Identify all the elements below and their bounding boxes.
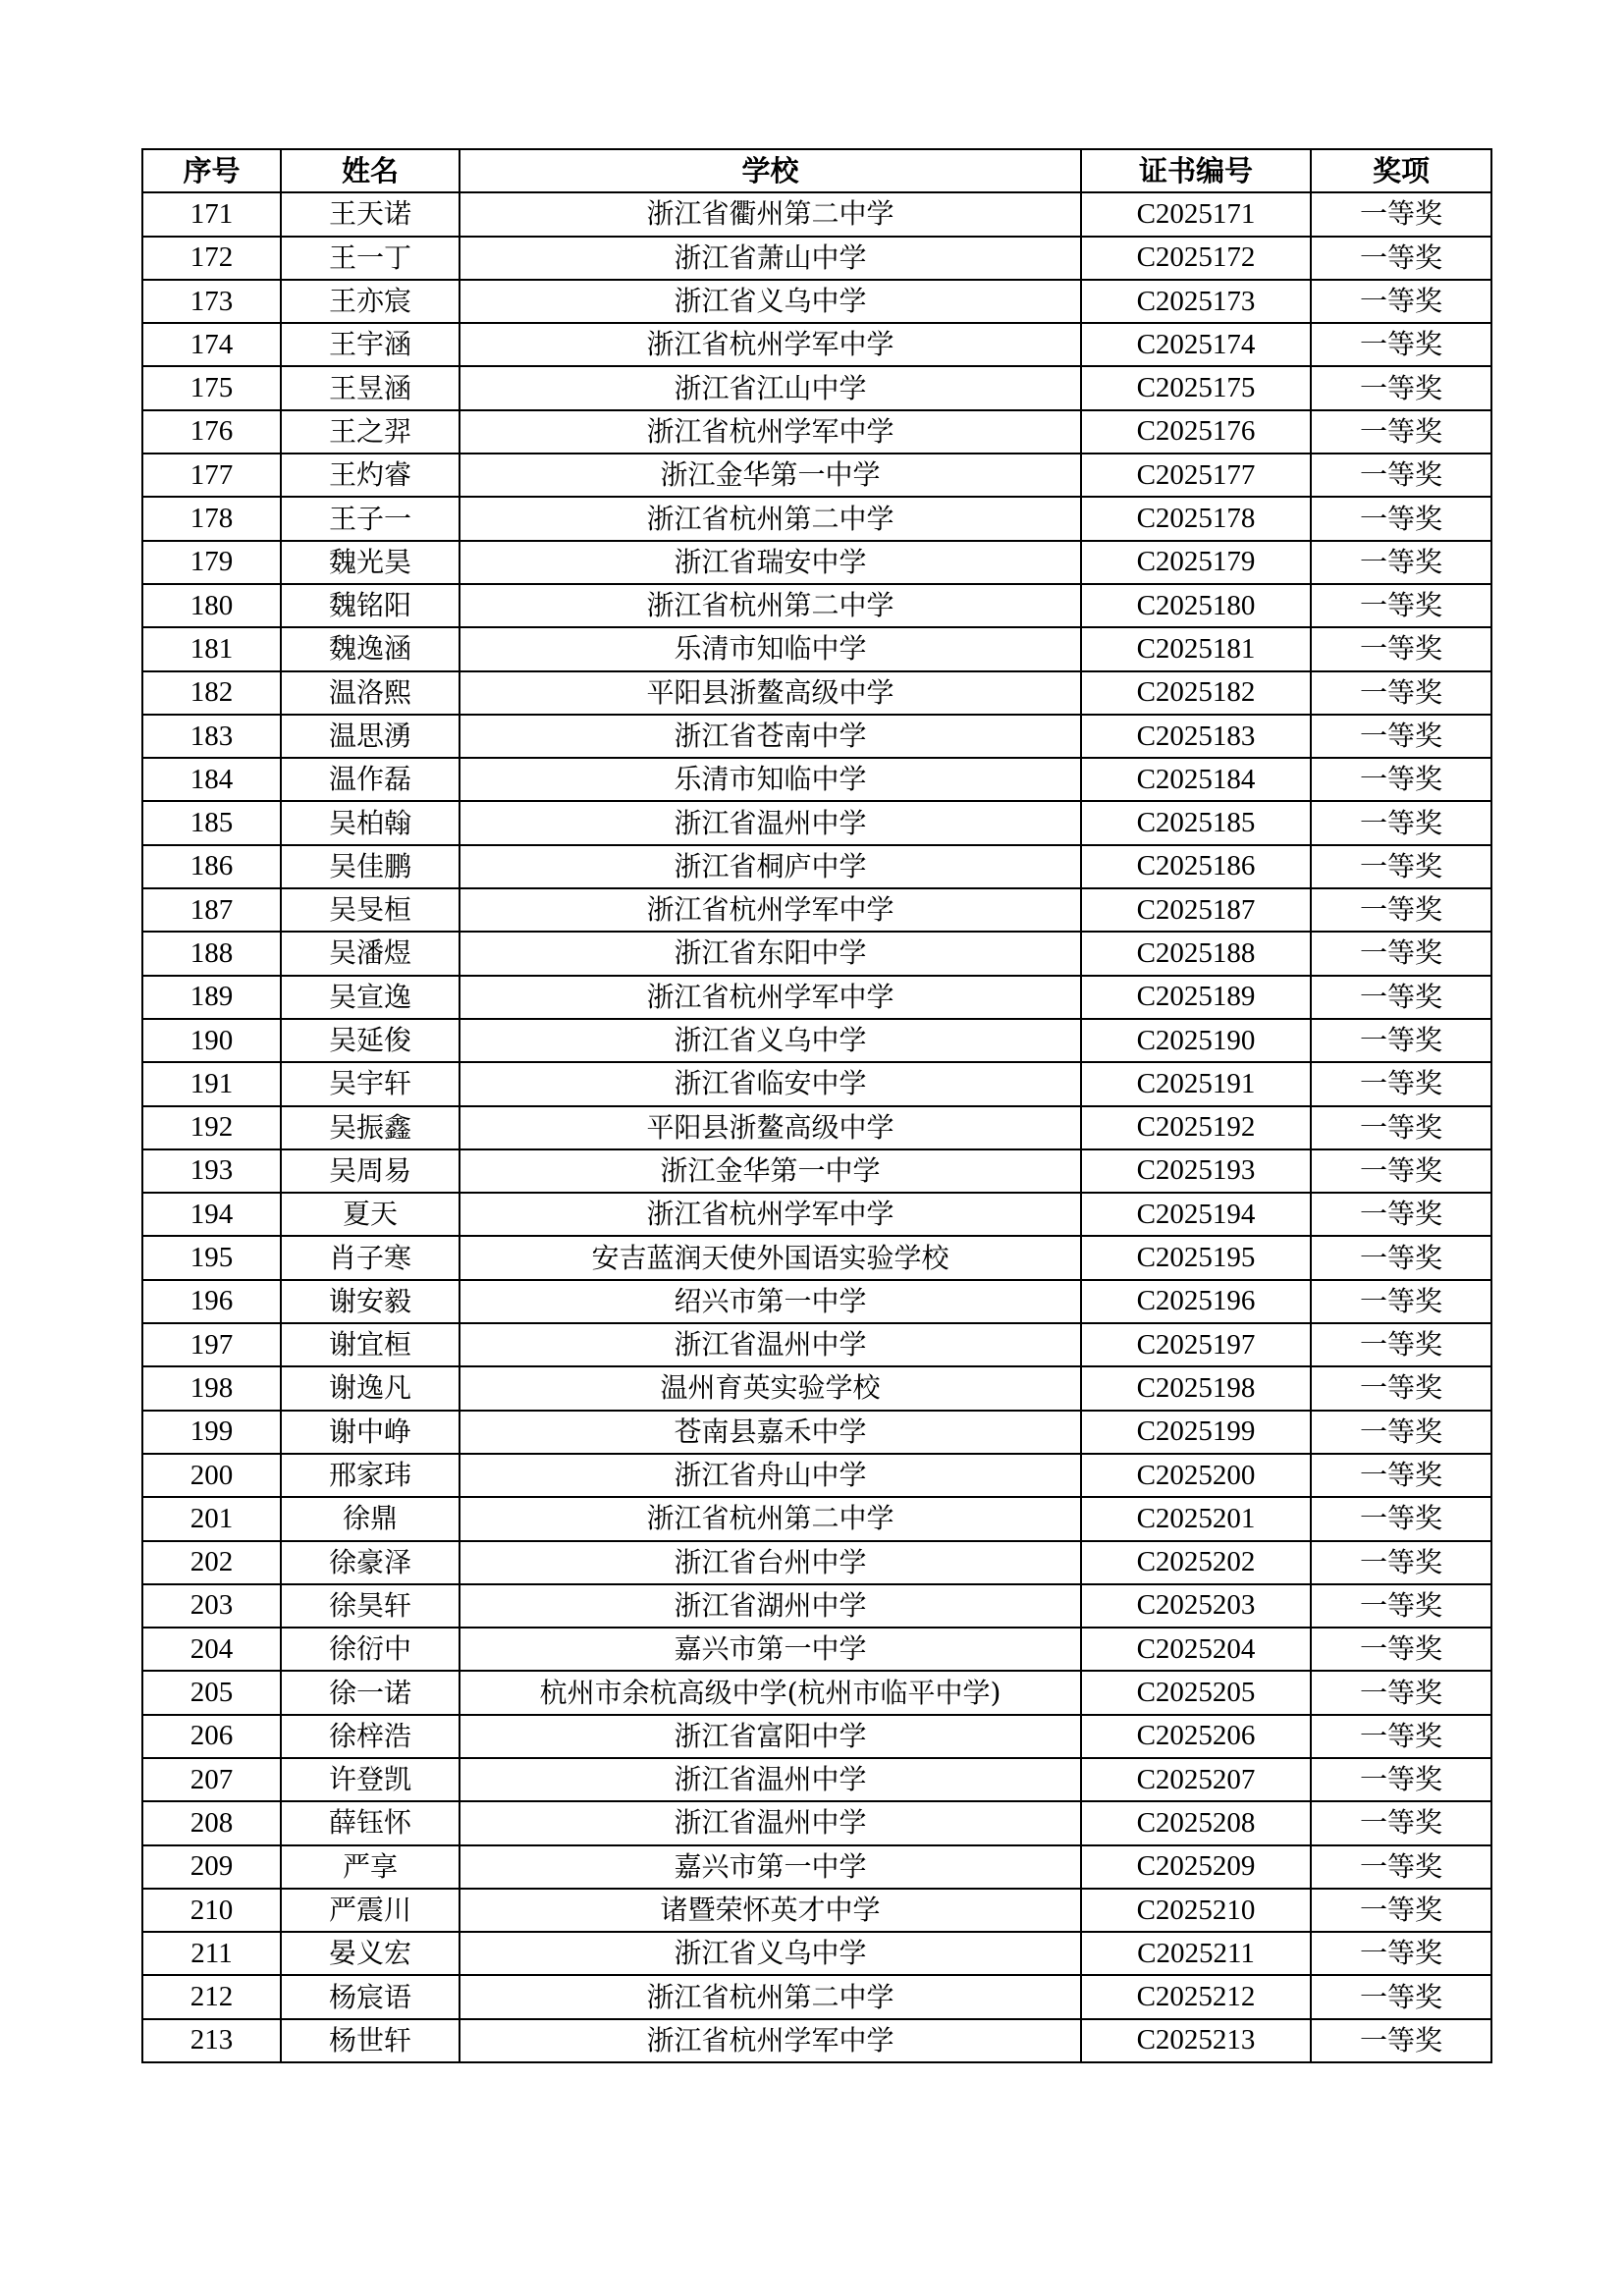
cell-award: 一等奖 [1311,1758,1491,1801]
cell-seq: 192 [142,1106,281,1149]
cell-cert: C2025204 [1081,1628,1311,1671]
cell-cert: C2025207 [1081,1758,1311,1801]
cell-name: 王子一 [281,497,460,540]
cell-school: 乐清市知临中学 [460,627,1081,670]
cell-award: 一等奖 [1311,1801,1491,1844]
cell-school: 浙江省临安中学 [460,1062,1081,1105]
cell-school: 平阳县浙鳌高级中学 [460,1106,1081,1149]
table-row [142,1801,1491,1844]
cell-name: 魏逸涵 [281,627,460,670]
table-header [142,149,1491,192]
cell-school: 平阳县浙鳌高级中学 [460,671,1081,715]
table-row [142,366,1491,409]
cell-award: 一等奖 [1311,541,1491,584]
cell-name: 王一丁 [281,237,460,280]
cell-seq: 182 [142,671,281,715]
table-row [142,410,1491,454]
cell-school: 浙江金华第一中学 [460,1149,1081,1193]
table-row [142,671,1491,715]
cell-award: 一等奖 [1311,410,1491,454]
cell-award: 一等奖 [1311,1584,1491,1628]
cell-school: 浙江省富阳中学 [460,1715,1081,1758]
cell-school: 浙江省杭州第二中学 [460,1497,1081,1540]
cell-cert: C2025177 [1081,454,1311,497]
table-row [142,1280,1491,1323]
cell-seq: 181 [142,627,281,670]
cell-name: 吴振鑫 [281,1106,460,1149]
table-row [142,1584,1491,1628]
table-row [142,1975,1491,2018]
table-row [142,454,1491,497]
cell-seq: 194 [142,1193,281,1236]
header-row [142,149,1491,192]
header-seq: 序号 [142,149,281,192]
cell-award: 一等奖 [1311,366,1491,409]
cell-school: 浙江省杭州学军中学 [460,888,1081,932]
cell-school: 乐清市知临中学 [460,758,1081,801]
cell-school: 浙江省温州中学 [460,1323,1081,1366]
table-row [142,1193,1491,1236]
cell-name: 杨宸语 [281,1975,460,2018]
cell-name: 夏天 [281,1193,460,1236]
cell-cert: C2025176 [1081,410,1311,454]
cell-seq: 174 [142,323,281,366]
cell-seq: 198 [142,1366,281,1410]
cell-seq: 211 [142,1932,281,1975]
cell-award: 一等奖 [1311,1280,1491,1323]
table-row [142,2019,1491,2062]
cell-seq: 187 [142,888,281,932]
cell-school: 苍南县嘉禾中学 [460,1411,1081,1454]
cell-name: 徐豪泽 [281,1541,460,1584]
header-cert: 证书编号 [1081,149,1311,192]
cell-school: 浙江省衢州第二中学 [460,192,1081,236]
cell-name: 魏光昊 [281,541,460,584]
cell-seq: 209 [142,1845,281,1889]
cell-award: 一等奖 [1311,584,1491,627]
cell-award: 一等奖 [1311,2019,1491,2062]
table-row [142,801,1491,844]
cell-school: 浙江省杭州学军中学 [460,976,1081,1019]
cell-name: 吴宇轩 [281,1062,460,1105]
table-row [142,1411,1491,1454]
cell-seq: 206 [142,1715,281,1758]
cell-name: 王宇涵 [281,323,460,366]
cell-school: 浙江省义乌中学 [460,1019,1081,1062]
cell-name: 吴周易 [281,1149,460,1193]
cell-award: 一等奖 [1311,237,1491,280]
cell-seq: 171 [142,192,281,236]
cell-name: 王昱涵 [281,366,460,409]
cell-award: 一等奖 [1311,1149,1491,1193]
cell-award: 一等奖 [1311,1106,1491,1149]
cell-cert: C2025212 [1081,1975,1311,2018]
cell-seq: 213 [142,2019,281,2062]
table-row [142,976,1491,1019]
cell-school: 浙江省瑞安中学 [460,541,1081,584]
cell-cert: C2025186 [1081,845,1311,888]
cell-cert: C2025194 [1081,1193,1311,1236]
table-row [142,323,1491,366]
cell-seq: 176 [142,410,281,454]
cell-award: 一等奖 [1311,1932,1491,1975]
cell-name: 徐昊轩 [281,1584,460,1628]
header-name: 姓名 [281,149,460,192]
cell-school: 浙江省江山中学 [460,366,1081,409]
cell-seq: 189 [142,976,281,1019]
cell-award: 一等奖 [1311,801,1491,844]
cell-award: 一等奖 [1311,192,1491,236]
cell-award: 一等奖 [1311,1975,1491,2018]
cell-name: 吴宣逸 [281,976,460,1019]
cell-seq: 185 [142,801,281,844]
cell-school: 浙江省苍南中学 [460,715,1081,758]
cell-school: 浙江省温州中学 [460,801,1081,844]
cell-name: 温思湧 [281,715,460,758]
cell-award: 一等奖 [1311,976,1491,1019]
cell-school: 浙江省萧山中学 [460,237,1081,280]
award-table [141,148,1492,2063]
cell-cert: C2025175 [1081,366,1311,409]
table-row [142,237,1491,280]
cell-cert: C2025193 [1081,1149,1311,1193]
cell-award: 一等奖 [1311,1541,1491,1584]
cell-award: 一等奖 [1311,932,1491,975]
table-row [142,1454,1491,1497]
cell-school: 浙江省台州中学 [460,1541,1081,1584]
cell-name: 吴柏翰 [281,801,460,844]
cell-name: 徐一诺 [281,1671,460,1714]
cell-cert: C2025182 [1081,671,1311,715]
cell-seq: 203 [142,1584,281,1628]
cell-cert: C2025205 [1081,1671,1311,1714]
cell-name: 魏铭阳 [281,584,460,627]
cell-cert: C2025183 [1081,715,1311,758]
cell-seq: 183 [142,715,281,758]
cell-name: 王亦宸 [281,280,460,323]
cell-award: 一等奖 [1311,1193,1491,1236]
cell-seq: 173 [142,280,281,323]
cell-award: 一等奖 [1311,888,1491,932]
cell-award: 一等奖 [1311,1323,1491,1366]
cell-award: 一等奖 [1311,671,1491,715]
cell-award: 一等奖 [1311,715,1491,758]
cell-award: 一等奖 [1311,1671,1491,1714]
cell-school: 浙江省温州中学 [460,1758,1081,1801]
table-row [142,1019,1491,1062]
cell-award: 一等奖 [1311,1715,1491,1758]
cell-cert: C2025172 [1081,237,1311,280]
cell-award: 一等奖 [1311,323,1491,366]
cell-school: 温州育英实验学校 [460,1366,1081,1410]
cell-award: 一等奖 [1311,758,1491,801]
cell-school: 嘉兴市第一中学 [460,1845,1081,1889]
cell-seq: 204 [142,1628,281,1671]
cell-school: 浙江省杭州第二中学 [460,1975,1081,2018]
cell-cert: C2025208 [1081,1801,1311,1844]
cell-name: 杨世轩 [281,2019,460,2062]
cell-school: 浙江省湖州中学 [460,1584,1081,1628]
cell-cert: C2025174 [1081,323,1311,366]
table-row [142,1106,1491,1149]
table-row [142,1758,1491,1801]
table-row [142,1932,1491,1975]
table-row [142,1889,1491,1932]
cell-school: 浙江省杭州第二中学 [460,497,1081,540]
cell-seq: 177 [142,454,281,497]
table-row [142,932,1491,975]
cell-school: 安吉蓝润天使外国语实验学校 [460,1236,1081,1279]
cell-cert: C2025196 [1081,1280,1311,1323]
table-row [142,584,1491,627]
cell-award: 一等奖 [1311,1019,1491,1062]
cell-seq: 193 [142,1149,281,1193]
cell-award: 一等奖 [1311,1845,1491,1889]
cell-school: 浙江省杭州第二中学 [460,584,1081,627]
cell-name: 许登凯 [281,1758,460,1801]
cell-cert: C2025213 [1081,2019,1311,2062]
cell-seq: 186 [142,845,281,888]
table-row [142,1236,1491,1279]
cell-award: 一等奖 [1311,1889,1491,1932]
table-row [142,1628,1491,1671]
cell-school: 浙江省义乌中学 [460,1932,1081,1975]
cell-name: 邢家玮 [281,1454,460,1497]
cell-name: 吴佳鹏 [281,845,460,888]
cell-name: 王天诺 [281,192,460,236]
cell-name: 谢安毅 [281,1280,460,1323]
cell-cert: C2025195 [1081,1236,1311,1279]
table-row [142,280,1491,323]
table-row [142,497,1491,540]
table-row [142,541,1491,584]
cell-award: 一等奖 [1311,280,1491,323]
cell-cert: C2025210 [1081,1889,1311,1932]
cell-cert: C2025211 [1081,1932,1311,1975]
cell-school: 浙江省杭州学军中学 [460,2019,1081,2062]
cell-cert: C2025203 [1081,1584,1311,1628]
cell-cert: C2025179 [1081,541,1311,584]
cell-award: 一等奖 [1311,454,1491,497]
cell-seq: 207 [142,1758,281,1801]
cell-name: 晏义宏 [281,1932,460,1975]
cell-cert: C2025190 [1081,1019,1311,1062]
cell-school: 浙江省杭州学军中学 [460,410,1081,454]
cell-name: 徐梓浩 [281,1715,460,1758]
table-row [142,192,1491,236]
cell-award: 一等奖 [1311,845,1491,888]
cell-award: 一等奖 [1311,1628,1491,1671]
cell-seq: 197 [142,1323,281,1366]
cell-school: 浙江省舟山中学 [460,1454,1081,1497]
cell-cert: C2025184 [1081,758,1311,801]
cell-seq: 188 [142,932,281,975]
cell-school: 浙江省温州中学 [460,1801,1081,1844]
table-row [142,1845,1491,1889]
cell-seq: 212 [142,1975,281,2018]
cell-cert: C2025206 [1081,1715,1311,1758]
cell-name: 吴延俊 [281,1019,460,1062]
cell-school: 诸暨荣怀英才中学 [460,1889,1081,1932]
cell-cert: C2025171 [1081,192,1311,236]
cell-name: 严震川 [281,1889,460,1932]
header-school: 学校 [460,149,1081,192]
cell-seq: 195 [142,1236,281,1279]
table-row [142,1715,1491,1758]
cell-seq: 199 [142,1411,281,1454]
cell-name: 谢逸凡 [281,1366,460,1410]
cell-cert: C2025173 [1081,280,1311,323]
cell-award: 一等奖 [1311,1497,1491,1540]
cell-seq: 200 [142,1454,281,1497]
cell-seq: 184 [142,758,281,801]
cell-award: 一等奖 [1311,1454,1491,1497]
cell-seq: 175 [142,366,281,409]
cell-cert: C2025197 [1081,1323,1311,1366]
cell-seq: 180 [142,584,281,627]
cell-cert: C2025200 [1081,1454,1311,1497]
cell-seq: 205 [142,1671,281,1714]
cell-name: 温洛熙 [281,671,460,715]
cell-name: 王之羿 [281,410,460,454]
table-row [142,627,1491,670]
cell-seq: 210 [142,1889,281,1932]
cell-school: 杭州市余杭高级中学(杭州市临平中学) [460,1671,1081,1714]
table-row [142,1323,1491,1366]
table-row [142,888,1491,932]
cell-school: 浙江省东阳中学 [460,932,1081,975]
cell-school: 浙江省桐庐中学 [460,845,1081,888]
cell-cert: C2025178 [1081,497,1311,540]
cell-name: 谢中峥 [281,1411,460,1454]
cell-school: 浙江省义乌中学 [460,280,1081,323]
cell-cert: C2025201 [1081,1497,1311,1540]
cell-award: 一等奖 [1311,1411,1491,1454]
cell-seq: 179 [142,541,281,584]
cell-seq: 191 [142,1062,281,1105]
cell-cert: C2025189 [1081,976,1311,1019]
cell-name: 肖子寒 [281,1236,460,1279]
table-row [142,715,1491,758]
cell-award: 一等奖 [1311,627,1491,670]
cell-name: 严享 [281,1845,460,1889]
cell-cert: C2025180 [1081,584,1311,627]
header-award: 奖项 [1311,149,1491,192]
cell-name: 薛钰怀 [281,1801,460,1844]
table-row [142,1541,1491,1584]
cell-cert: C2025198 [1081,1366,1311,1410]
table-row [142,1062,1491,1105]
cell-award: 一等奖 [1311,497,1491,540]
cell-name: 王灼睿 [281,454,460,497]
cell-school: 浙江省杭州学军中学 [460,1193,1081,1236]
cell-seq: 202 [142,1541,281,1584]
table-row [142,1149,1491,1193]
cell-seq: 190 [142,1019,281,1062]
cell-seq: 196 [142,1280,281,1323]
cell-cert: C2025192 [1081,1106,1311,1149]
cell-school: 浙江金华第一中学 [460,454,1081,497]
cell-award: 一等奖 [1311,1366,1491,1410]
cell-seq: 172 [142,237,281,280]
cell-cert: C2025209 [1081,1845,1311,1889]
cell-name: 徐鼎 [281,1497,460,1540]
cell-award: 一等奖 [1311,1236,1491,1279]
cell-name: 谢宜桓 [281,1323,460,1366]
cell-cert: C2025202 [1081,1541,1311,1584]
cell-name: 吴潘煜 [281,932,460,975]
table-row [142,758,1491,801]
cell-name: 温作磊 [281,758,460,801]
table-row [142,1497,1491,1540]
cell-seq: 201 [142,1497,281,1540]
cell-cert: C2025199 [1081,1411,1311,1454]
cell-name: 徐衍中 [281,1628,460,1671]
table-row [142,1366,1491,1410]
cell-seq: 178 [142,497,281,540]
cell-school: 浙江省杭州学军中学 [460,323,1081,366]
cell-cert: C2025185 [1081,801,1311,844]
cell-cert: C2025187 [1081,888,1311,932]
cell-cert: C2025181 [1081,627,1311,670]
table-row [142,1671,1491,1714]
cell-school: 嘉兴市第一中学 [460,1628,1081,1671]
cell-cert: C2025191 [1081,1062,1311,1105]
cell-seq: 208 [142,1801,281,1844]
cell-name: 吴旻桓 [281,888,460,932]
cell-cert: C2025188 [1081,932,1311,975]
table-row [142,845,1491,888]
cell-award: 一等奖 [1311,1062,1491,1105]
cell-school: 绍兴市第一中学 [460,1280,1081,1323]
table-body [142,192,1491,2062]
